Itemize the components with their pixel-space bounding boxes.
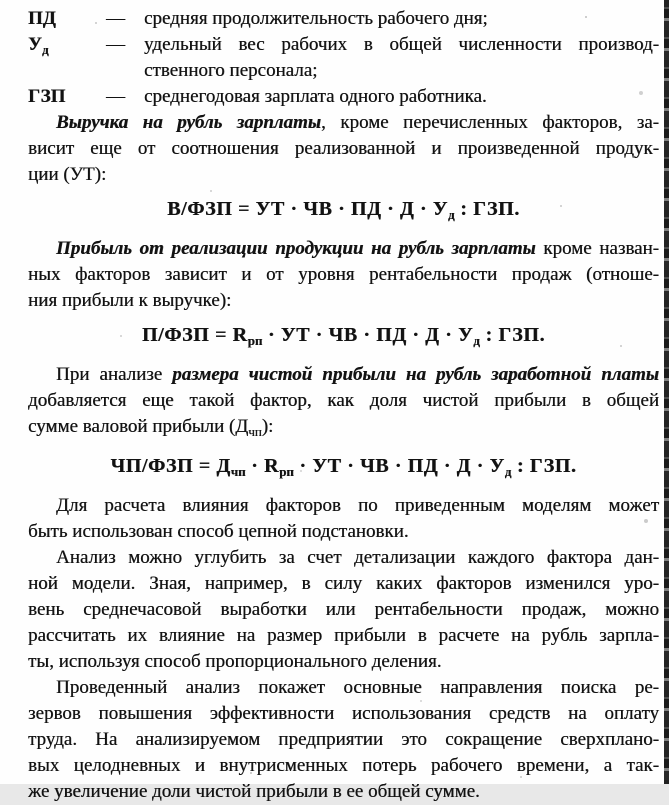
text-line: [28, 597, 659, 623]
subscript: д: [448, 207, 455, 222]
text-line: [28, 362, 659, 388]
text-line: [28, 236, 659, 262]
definition-text: [144, 84, 659, 110]
paragraph: [28, 675, 659, 805]
emphasis-run: размера чистой прибыли на рубль заработной платы: [172, 364, 659, 385]
definition-row: [28, 6, 659, 32]
text-run: средняя продолжительность рабочего дня;: [144, 8, 488, 29]
definition-dash: —: [106, 8, 125, 29]
text-run: Проведенный анализ покажет основные направления поиска ре-: [56, 677, 659, 698]
text-line: [28, 110, 659, 136]
scan-edge-artifact: [664, 0, 669, 784]
text-run: ных факторов зависит и от уровня рентабельности продаж (отноше-: [28, 264, 659, 285]
subscript: д: [41, 42, 49, 57]
paragraph: [28, 110, 659, 188]
text-run: среднегодовая зарплата одного работника.: [144, 86, 487, 107]
text-run: ЧП/ФЗП = Д: [110, 455, 231, 477]
emphasis-run: Прибыль от реализации продукции на рубль зарплаты: [56, 238, 536, 259]
text-run: , кроме перечисленных факторов, за-: [320, 112, 659, 133]
definition-text: [144, 6, 659, 32]
text-run: ственного персонала;: [144, 60, 318, 81]
definition-row: [28, 32, 659, 84]
paragraph: [28, 493, 659, 545]
text-line: [28, 519, 659, 545]
text-line: [28, 571, 659, 597]
text-line: [28, 162, 659, 188]
text-run: Анализ можно углубить за счет детализации каждого фактора дан-: [56, 547, 659, 568]
text-line: [28, 623, 659, 649]
text-line: [28, 727, 659, 753]
subscript: рп: [279, 464, 294, 479]
subscript: чп: [230, 464, 246, 479]
text-run: ной модели. Зная, например, в силу каких факторов изменился уро-: [28, 573, 659, 594]
text-run: удельный вес рабочих в общей численности производ-: [144, 34, 659, 55]
text-line: [28, 136, 659, 162]
text-line: [28, 649, 659, 675]
subscript: д: [473, 333, 480, 348]
text-run: · R: [245, 455, 280, 477]
text-run: вень среднечасовой выработки или рентабельности продаж, можно: [28, 599, 659, 620]
text-line: [28, 288, 659, 314]
scan-noise-specks: [0, 0, 2, 2]
text-run: · УТ · ЧВ · ПД · Д · У: [293, 455, 505, 477]
text-run: сумме валовой прибыли (Д: [28, 416, 249, 437]
text-run: быть использован способ цепной подстановки.: [28, 521, 409, 542]
page-body: [28, 110, 659, 805]
text-run: В/ФЗП = УТ · ЧВ · ПД · Д · У: [167, 198, 449, 220]
text-run: У: [28, 34, 42, 55]
text-run: зервов повышения эффективности использования средств на оплату: [28, 703, 659, 724]
definition-term: [28, 84, 106, 110]
text-line: [144, 58, 659, 84]
text-line: [144, 6, 659, 32]
text-run: кроме назван-: [535, 238, 659, 259]
text-run: вых целодневных и внутрисменных потерь рабочего времени, а так-: [28, 755, 659, 776]
text-run: ты, используя способ пропорционального деления.: [28, 651, 442, 672]
formula: [28, 453, 659, 485]
text-run: : ГЗП.: [479, 324, 546, 346]
formula: [28, 322, 659, 354]
text-run: труда. На анализируемом предприятии это сокращение сверхплано-: [28, 729, 659, 750]
text-run: ПД: [28, 8, 56, 29]
text-run: · УТ · ЧВ · ПД · Д · У: [262, 324, 474, 346]
text-run: висит еще от соотношения реализованной и произведенной продук-: [28, 138, 659, 159]
definition-row: [28, 84, 659, 110]
text-run: ния прибыли к выручке):: [28, 290, 232, 311]
text-line: [28, 753, 659, 779]
text-run: П/ФЗП = R: [141, 324, 248, 346]
text-run: ГЗП: [28, 86, 66, 107]
text-line: [28, 545, 659, 571]
text-line: [144, 32, 659, 58]
definition-term: [28, 32, 106, 63]
emphasis-run: Выручка на рубль зарплаты: [56, 112, 321, 133]
text-run: ):: [261, 416, 274, 437]
definition-term: [28, 6, 106, 32]
text-line: [28, 262, 659, 288]
text-run: ции (УТ):: [28, 164, 107, 185]
text-line: [28, 493, 659, 519]
text-line: [28, 414, 659, 445]
subscript: рп: [247, 333, 263, 348]
text-line: [144, 84, 659, 110]
definition-list: [28, 6, 659, 110]
paragraph: [28, 362, 659, 445]
text-line: [28, 779, 659, 805]
text-run: рассчитать их влияние на размер прибыли в расчете на рубль зарпла-: [28, 625, 659, 646]
text-line: [28, 701, 659, 727]
definition-dash: —: [106, 34, 125, 55]
text-run: же увеличение доли чистой прибыли в ее общей сумме.: [28, 781, 480, 802]
definition-text: [144, 32, 659, 84]
text-run: добавляется еще такой фактор, как доля чистой прибыли в общей: [28, 390, 659, 411]
text-run: При анализе: [56, 364, 173, 385]
subscript: чп: [248, 424, 262, 439]
text-line: [28, 388, 659, 414]
text-run: Для расчета влияния факторов по приведенным моделям может: [56, 495, 659, 516]
paragraph: [28, 545, 659, 675]
text-line: [28, 675, 659, 701]
text-run: : ГЗП.: [454, 198, 520, 220]
subscript: д: [504, 464, 512, 479]
text-run: : ГЗП.: [511, 455, 577, 477]
paragraph: [28, 236, 659, 314]
definition-dash: —: [106, 86, 125, 107]
formula: [28, 196, 659, 228]
